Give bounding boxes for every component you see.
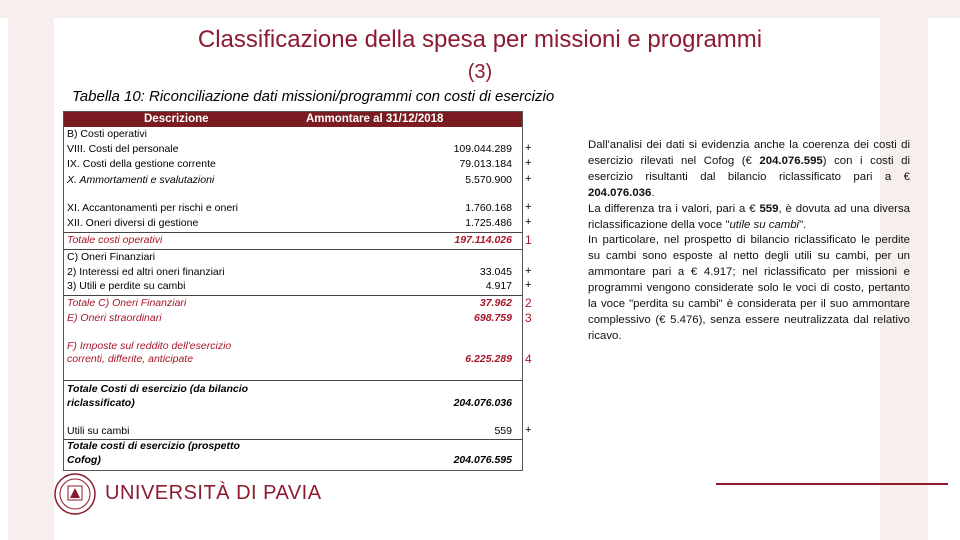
paragraph-2: La differenza tra i valori, pari a € 559, è dovuta ad una diversa riclassificazione della voce "utile su cambi". [588, 202, 910, 231]
table-row: XI. Accantonamenti per rischi e oneri 1.760.168 [67, 202, 512, 214]
table-row: correnti, differite, anticipate 6.225.289 [67, 353, 512, 365]
header-descrizione: Descrizione [144, 113, 209, 125]
background-arch [0, 0, 960, 18]
table-row: IX. Costi della gestione corrente 79.013.184 [67, 158, 512, 170]
reconciliation-table [63, 111, 523, 471]
sign-marker: + [525, 157, 532, 169]
row-divider [64, 249, 522, 250]
summary-row: riclassificato) 204.076.036 [67, 397, 512, 409]
sign-number: 1 [525, 233, 532, 247]
table-row: B) Costi operativi [67, 128, 147, 140]
paragraph-3: In particolare, nel prospetto di bilancio riclassificato le perdite su cambi sono esposte al netto degli utili su cambi, per un ammontare pari a € 4.917; nel riclassificato per missioni e programmi vengono considerate solo le voci di costo, pertanto la voce "perdita su cambi" è considerata per il suo ammontare complessivo (€ 5.476), senza essere neutralizzata dal relativo ricavo. [588, 234, 910, 342]
table-row: X. Ammortamenti e svalutazioni 5.570.900 [67, 174, 512, 186]
sign-marker: + [525, 142, 532, 154]
sign-marker: + [525, 424, 532, 436]
table-row: VIII. Costi del personale 109.044.289 [67, 143, 512, 155]
total-row: Totale costi operativi 197.114.026 [67, 234, 512, 246]
university-logo-text: UNIVERSITÀ DI PAVIA [105, 482, 322, 504]
sign-marker: + [525, 201, 532, 213]
footer-divider [716, 483, 948, 485]
row-divider [64, 295, 522, 296]
table-caption: Tabella 10: Riconciliazione dati missioni/programmi con costi di esercizio [72, 88, 555, 105]
summary-row: Cofog) 204.076.595 [67, 454, 512, 466]
paragraph-1: Dall'analisi dei dati si evidenzia anche la coerenza dei costi di esercizio rilevati nel Cofog (€ 204.076.595) con i costi di esercizio risultanti dal bilancio riclassificato pari a € 204.076.036. [588, 139, 910, 199]
sign-number: 2 [525, 296, 532, 310]
table-row: 2) Interessi ed altri oneri finanziari 33.045 [67, 266, 512, 278]
sign-number: 3 [525, 311, 532, 325]
sign-marker: + [525, 279, 532, 291]
sign-marker: + [525, 173, 532, 185]
analysis-paragraph [588, 138, 910, 345]
university-seal-icon [52, 472, 98, 516]
total-row: Totale C) Oneri Finanziari 37.962 [67, 297, 512, 309]
page-title: Classificazione della spesa per missioni e programmi [197, 26, 763, 53]
header-ammontare: Ammontare al 31/12/2018 [306, 113, 444, 125]
table-row: C) Oneri Finanziari [67, 251, 156, 263]
total-row: E) Oneri straordinari 698.759 [67, 312, 512, 324]
sign-number: 4 [525, 352, 532, 366]
table-row: F) Imposte sul reddito dell'esercizio [67, 340, 232, 352]
summary-row: Totale Costi di esercizio (da bilancio [67, 383, 249, 395]
table-row: XII. Oneri diversi di gestione 1.725.486 [67, 217, 512, 229]
sign-marker: + [525, 265, 532, 277]
row-divider [64, 380, 522, 381]
table-row: Utili su cambi 559 [67, 425, 512, 437]
table-row: 3) Utili e perdite su cambi 4.917 [67, 280, 512, 292]
page-title-number: (3) [467, 61, 493, 83]
row-divider [64, 232, 522, 233]
table-header [64, 112, 522, 127]
sign-marker: + [525, 216, 532, 228]
summary-row: Totale costi di esercizio (prospetto [67, 440, 240, 452]
